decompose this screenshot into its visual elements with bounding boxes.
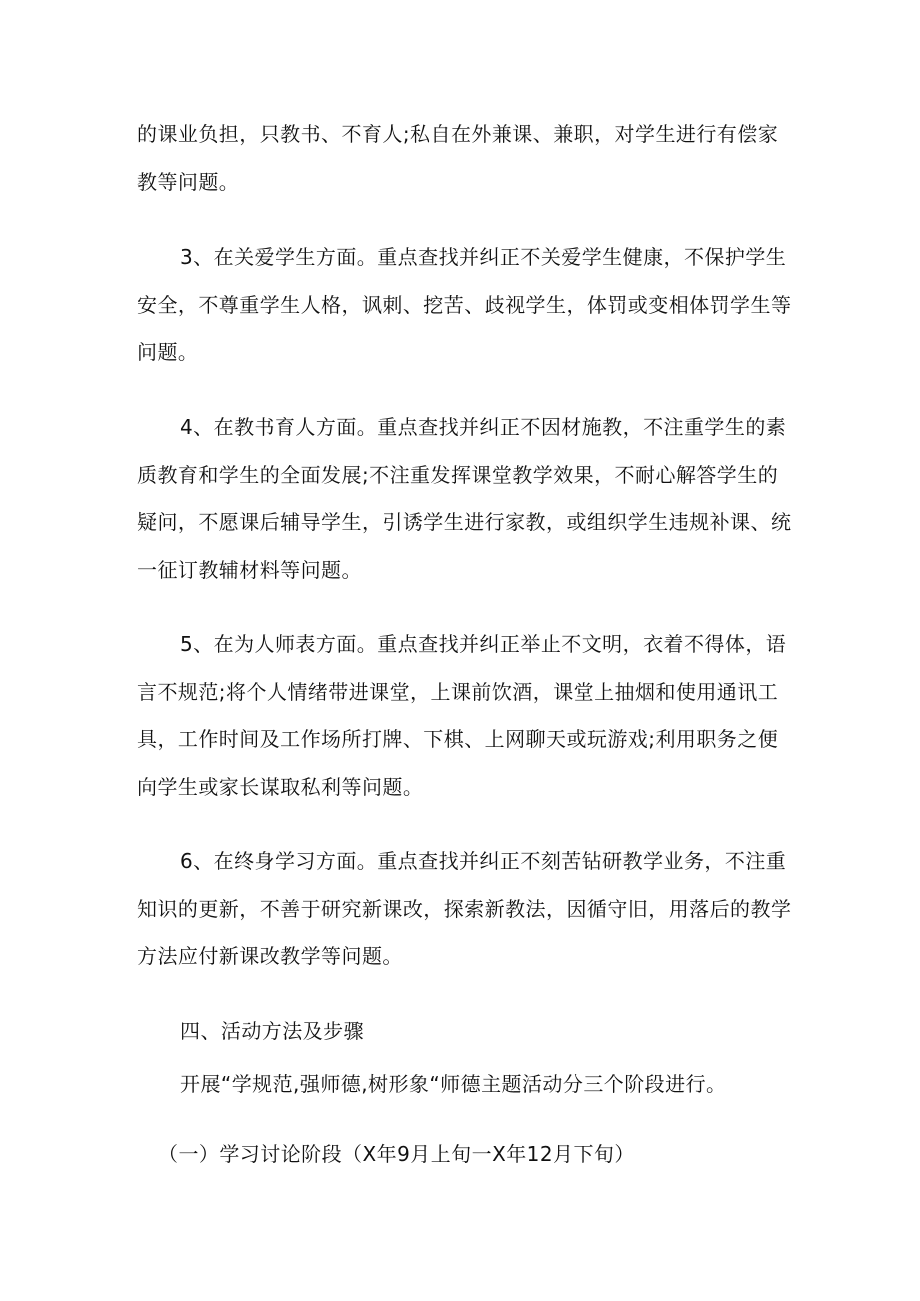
text-line: 质教育和学生的全面发展;不注重发挥课堂教学效果，不耐心解答学生的 — [137, 462, 779, 487]
paragraph-item-6 — [137, 838, 797, 981]
text-line: 4、在教书育人方面。重点查找并纠正不因材施教，不注重学生的素 — [180, 415, 787, 439]
text-line: 知识的更新，不善于研究新课改，探索新教法，因循守旧，用落后的教学 — [137, 896, 792, 921]
text-line: 6、在终身学习方面。重点查找并纠正不刻苦钻研教学业务，不注重 — [180, 849, 787, 873]
paragraph-continued — [137, 111, 797, 206]
intro-paragraph: 开展“学规范,强师德,树形象“师德主题活动分三个阶段进行。 — [180, 1072, 727, 1096]
text-line: 3、在关爱学生方面。重点查找并纠正不关爱学生健康，不保护学生 — [180, 245, 787, 269]
text-line: 疑问，不愿课后辅导学生，引诱学生进行家教，或组织学生违规补课、统 — [137, 510, 792, 534]
text-line: 5、在为人师表方面。重点查找并纠正举止不文明，衣着不得体，语 — [180, 632, 787, 656]
paragraph-item-3 — [137, 234, 797, 377]
text-line: 方法应付新课改教学等问题。 — [137, 944, 403, 968]
text-line: 言不规范;将个人情绪带进课堂，上课前饮酒，课堂上抽烟和使用通讯工 — [137, 679, 779, 704]
text-line: 的课业负担，只教书、不育人;私自在外兼课、兼职，对学生进行有偿家 — [137, 122, 779, 146]
text-line: 向学生或家长谋取私利等问题。 — [137, 774, 424, 799]
paragraph-item-5 — [137, 621, 797, 811]
text-line: 一征订教辅材料等问题。 — [137, 557, 362, 582]
text-line: 问题。 — [137, 340, 199, 364]
section-heading: 四、活动方法及步骤 — [180, 1019, 365, 1043]
paragraph-item-4 — [137, 404, 797, 594]
text-line: 安全，不尊重学生人格，讽刺、挖苦、歧视学生，体罚或变相体罚学生等 — [137, 292, 792, 317]
text-line: 教等问题。 — [137, 169, 240, 194]
text-line: 具，工作时间及工作场所打牌、下棋、上网聊天或玩游戏;利用职务之便 — [137, 727, 779, 751]
stage-heading: （一）学习讨论阶段（X年9月上旬一X年12月下旬） — [158, 1142, 635, 1166]
